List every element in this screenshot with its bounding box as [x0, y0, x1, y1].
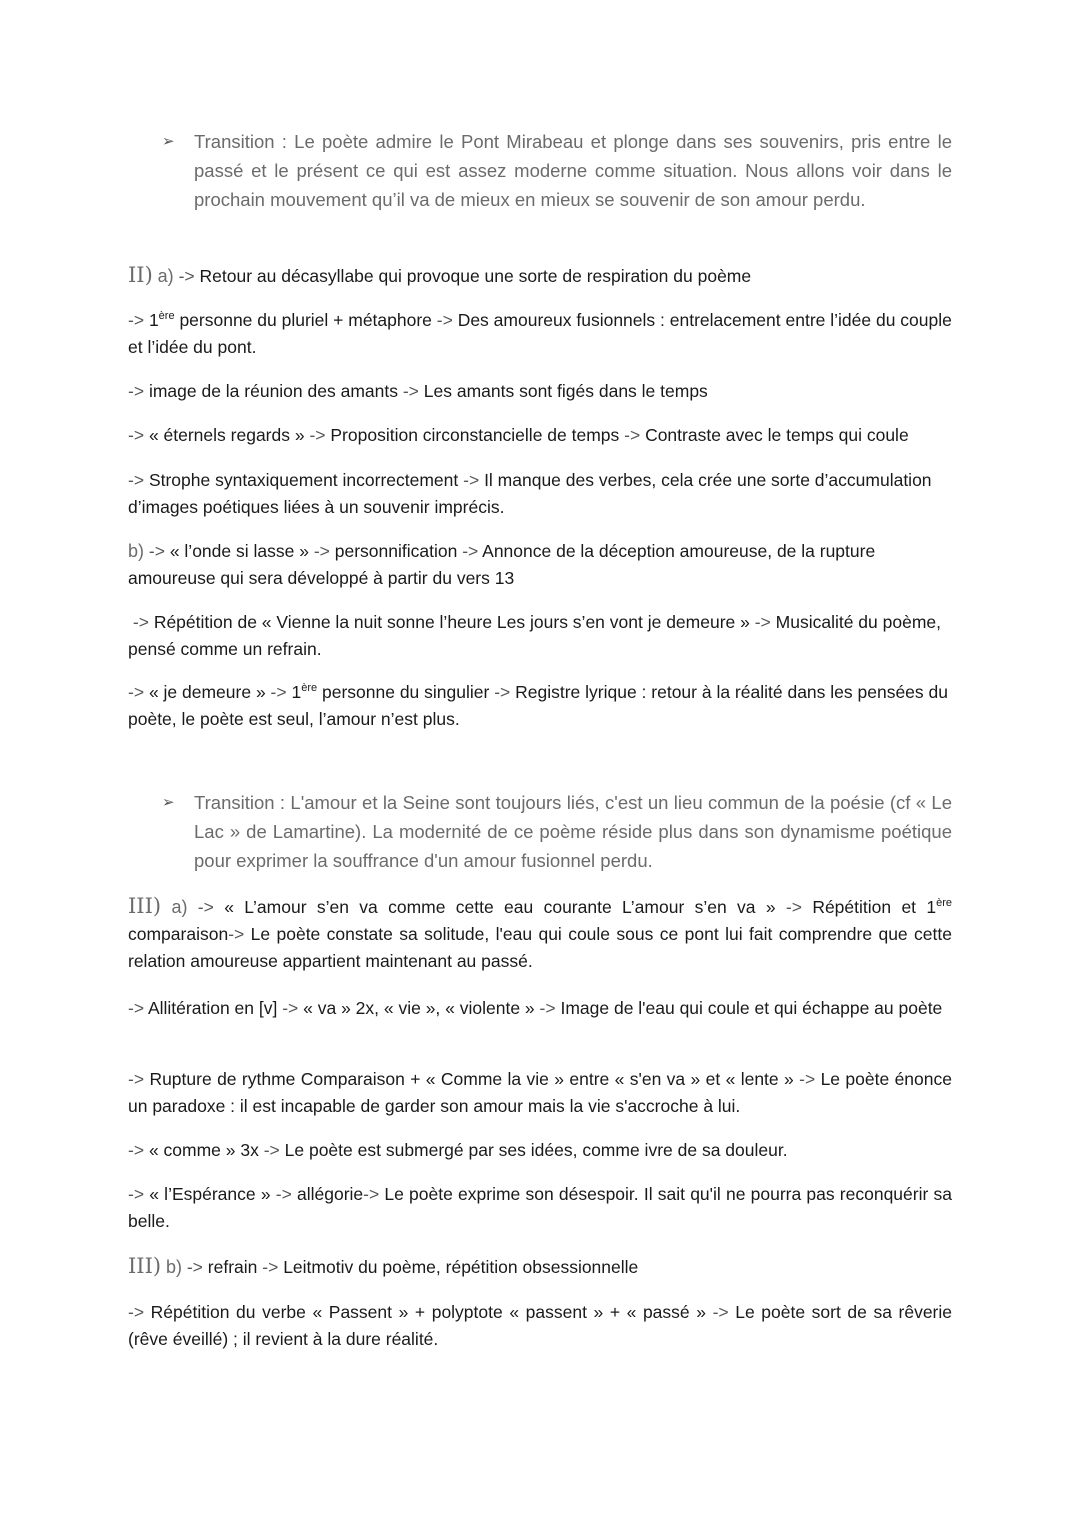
transition-2-text: Transition : L'amour et la Seine sont toujours liés, c'est un lieu commun de la poésie (cf « Le Lac » de Lamartine). La modernité de ce poème réside plus dans son dynamisme poétique pour exprimer la souffrance d'un amour fusionnel perdu.	[194, 792, 952, 871]
arrow-icon: ->	[313, 541, 330, 561]
arrow-icon: ->	[128, 1302, 145, 1322]
section-2b-line-1: b) -> « l’onde si lasse » -> personnification -> Annonce de la déception amoureuse, de la rupture amoureuse qui sera développé à partir du vers 13	[128, 541, 876, 588]
section-3a-line-5: -> « l’Espérance » -> allégorie-> Le poète exprime son désespoir. Il sait qu'il ne pourra pas reconquérir sa belle.	[128, 1184, 952, 1231]
arrow-icon: ->	[132, 612, 149, 632]
arrow-icon: ->	[462, 541, 479, 561]
arrow-icon: ->	[128, 682, 145, 702]
bullet-arrow-icon: ➢	[162, 133, 175, 150]
arrow-icon: ->	[436, 310, 453, 330]
arrow-icon: ->	[178, 266, 195, 286]
section-2a-line-4: -> « éternels regards » -> Proposition circonstancielle de temps -> Contraste avec le temps qui coule	[128, 425, 909, 445]
arrow-icon: ->	[539, 998, 556, 1018]
arrow-icon: ->	[128, 425, 145, 445]
transition-1	[162, 127, 952, 214]
section-3a-line-4: -> « comme » 3x -> Le poète est submergé par ses idées, comme ivre de sa douleur.	[128, 1140, 788, 1160]
section-2a-line-1: II) a) -> Retour au décasyllabe qui provoque une sorte de respiration du poème	[128, 263, 752, 287]
section-3b-line-2: -> Répétition du verbe « Passent » + polyptote « passent » + « passé » -> Le poète sort de sa rêverie (rêve éveillé) ; il revient à la dure réalité.	[128, 1302, 953, 1349]
section-3-heading: III)	[128, 894, 162, 918]
bullet-arrow-icon: ➢	[162, 794, 175, 811]
arrow-icon: ->	[148, 541, 165, 561]
arrow-icon: ->	[494, 682, 511, 702]
section-3b-line-1: III) b) -> refrain -> Leitmotiv du poème, répétition obsessionnelle	[128, 1254, 639, 1278]
arrow-icon: ->	[463, 470, 480, 490]
section-2-heading: II)	[128, 263, 153, 287]
arrow-icon: ->	[402, 381, 419, 401]
arrow-icon: ->	[262, 1257, 279, 1277]
section-3b-heading: III)	[128, 1254, 162, 1278]
arrow-icon: ->	[128, 1184, 145, 1204]
arrow-icon: ->	[228, 924, 245, 944]
arrow-icon: ->	[128, 1140, 145, 1160]
arrow-icon: ->	[128, 381, 145, 401]
section-2a-line-3: -> image de la réunion des amants -> Les amants sont figés dans le temps	[128, 381, 708, 401]
arrow-icon: ->	[754, 612, 771, 632]
arrow-icon: ->	[128, 1069, 145, 1089]
section-3a-label: a)	[171, 897, 188, 917]
section-2b-line-3: -> « je demeure » -> 1ère personne du singulier -> Registre lyrique : retour à la réalité dans les pensées du poète, le poète est seul, l’amour n’est plus.	[128, 682, 948, 729]
transition-1-text: Transition : Le poète admire le Pont Mirabeau et plonge dans ses souvenirs, pris entre le passé et le présent ce qui est assez moderne comme situation. Nous allons voir dans le prochain mouvement qu’il va de mieux en mieux se souvenir de son amour perdu.	[194, 131, 952, 210]
section-2b-line-2: -> Répétition de « Vienne la nuit sonne l’heure Les jours s’en vont je demeure » -> Musicalité du poème, pensé comme un refrain.	[128, 612, 942, 659]
arrow-icon: ->	[128, 310, 145, 330]
arrow-icon: ->	[785, 897, 802, 917]
section-2b-label: b)	[128, 541, 145, 561]
transition-2	[162, 788, 952, 875]
arrow-icon: ->	[197, 897, 214, 917]
arrow-icon: ->	[186, 1257, 203, 1277]
section-3a-line-2: -> Allitération en [v] -> « va » 2x, « vie », « violente » -> Image de l'eau qui coule et qui échappe au poète	[128, 998, 943, 1018]
arrow-icon: ->	[263, 1140, 280, 1160]
arrow-icon: ->	[128, 470, 145, 490]
arrow-icon: ->	[363, 1184, 380, 1204]
arrow-icon: ->	[712, 1302, 729, 1322]
section-3b-label: b)	[165, 1257, 182, 1277]
arrow-icon: ->	[270, 682, 287, 702]
section-2a-line-5: -> Strophe syntaxiquement incorrectement -> Il manque des verbes, cela crée une sorte d’accumulation d’images poétiques liées à un souvenir imprécis.	[128, 470, 932, 517]
section-2a-label: a)	[157, 266, 174, 286]
section-3a-line-3: -> Rupture de rythme Comparaison + « Comme la vie » entre « s'en va » et « lente » -> Le poète énonce un paradoxe : il est incapable de garder son amour mais la vie s'accroche à lui.	[128, 1069, 952, 1116]
arrow-icon: ->	[624, 425, 641, 445]
section-2a-line-2: -> 1ère personne du pluriel + métaphore -> Des amoureux fusionnels : entrelacement entre l’idée du couple et l’idée du pont.	[128, 310, 952, 357]
section-3a-line-1: III) a) -> « L’amour s’en va comme cette eau courante L’amour s’en va » -> Répétition et 1ère comparaison-> Le poète constate sa solitude, l'eau qui coule sous ce pont lui fait comprendre que cette relation amoureuse appartient maintenant au passé.	[128, 894, 953, 971]
arrow-icon: ->	[282, 998, 299, 1018]
arrow-icon: ->	[275, 1184, 292, 1204]
arrow-icon: ->	[128, 998, 145, 1018]
arrow-icon: ->	[799, 1069, 816, 1089]
arrow-icon: ->	[309, 425, 326, 445]
